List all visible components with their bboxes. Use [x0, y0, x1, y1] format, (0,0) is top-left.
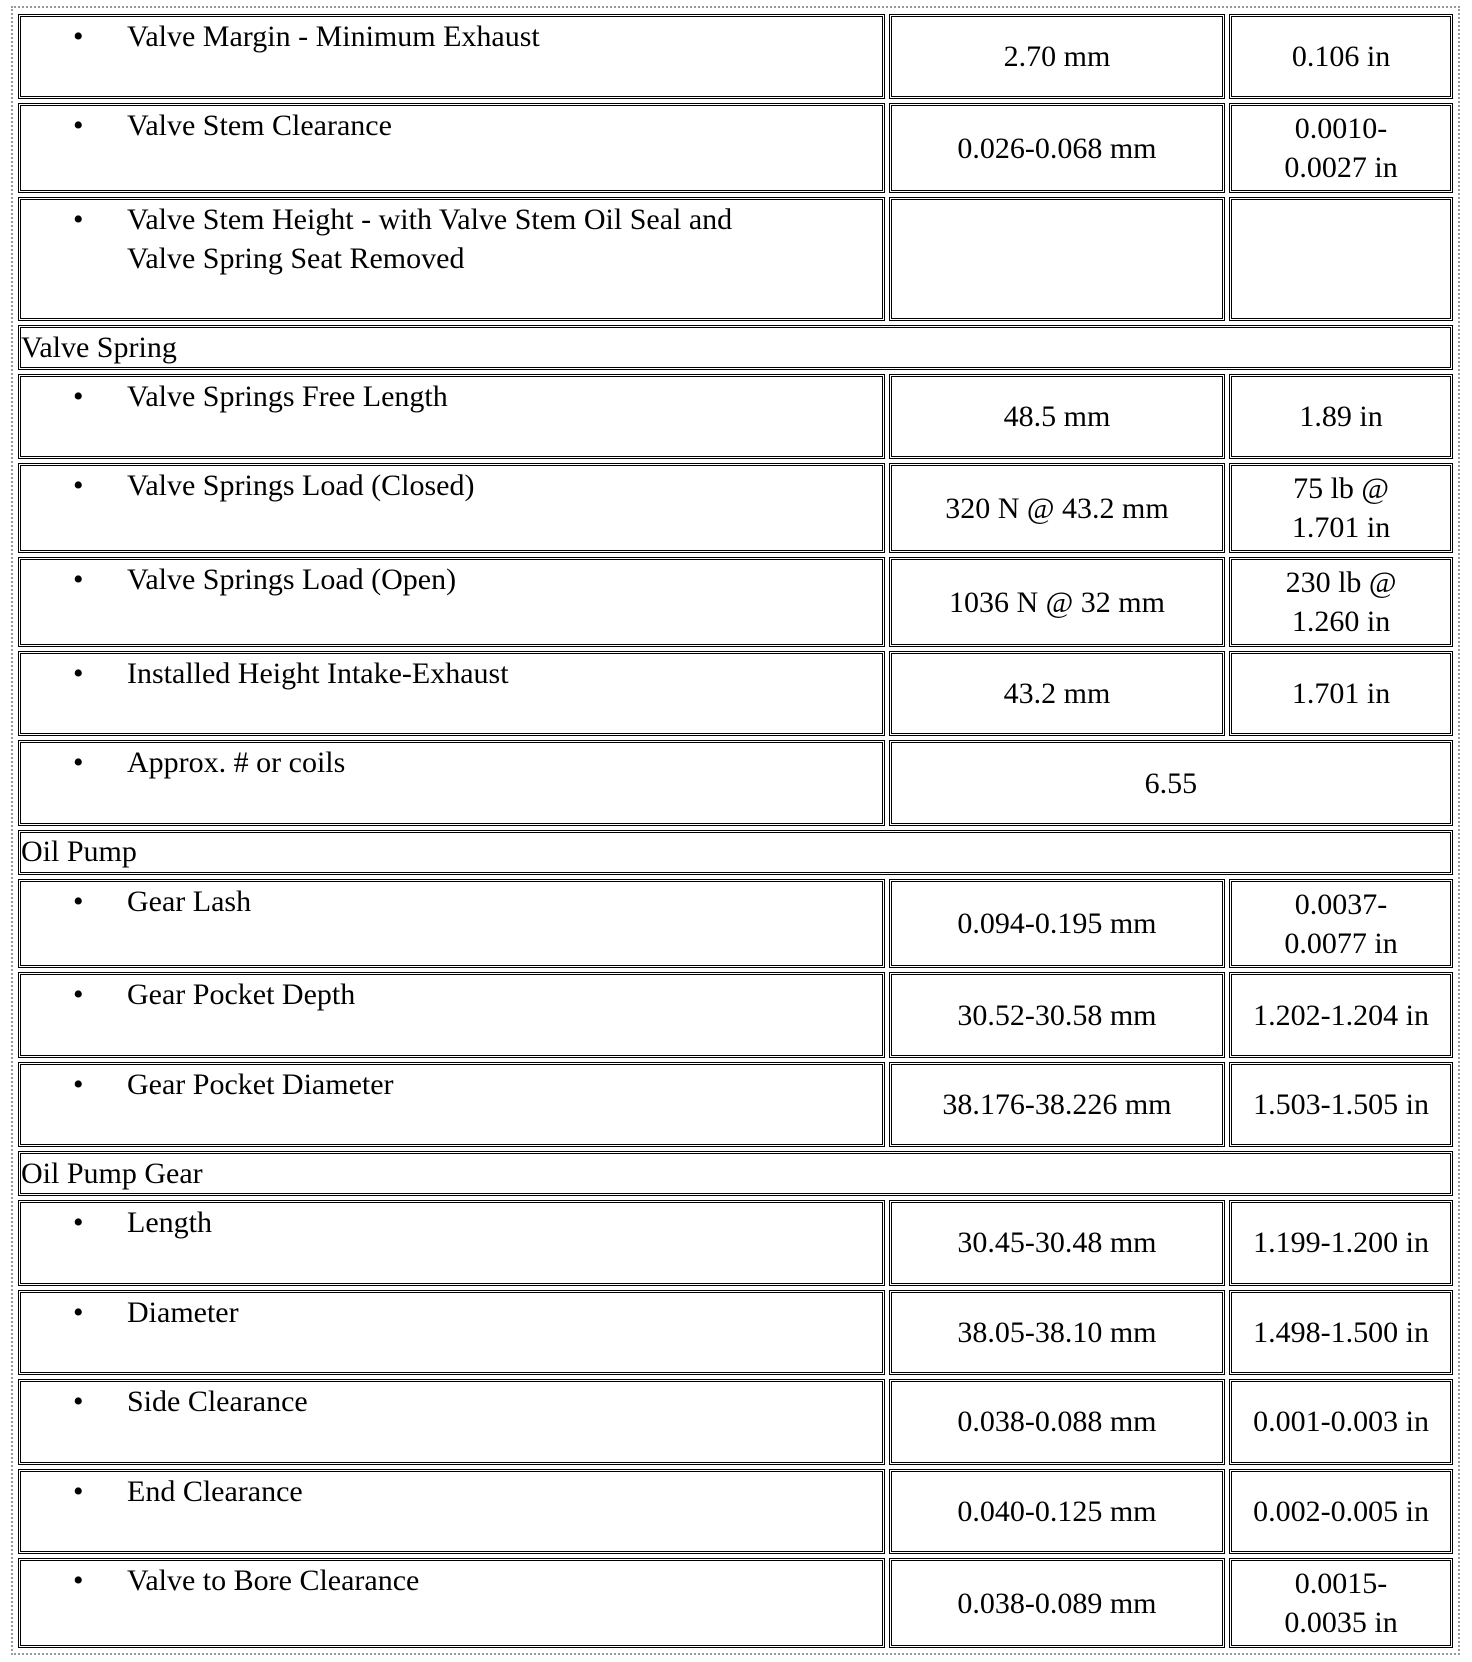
spec-label: End Clearance [127, 1474, 303, 1508]
spec-label: Valve to Bore Clearance [127, 1564, 420, 1598]
table-row [18, 1290, 1453, 1375]
spec-label: Valve Stem Height - with Valve Stem Oil Seal and Valve Spring Seat Removed [127, 203, 733, 276]
spec-label: Approx. # or coils [127, 746, 346, 780]
table-row [18, 972, 1453, 1057]
bullet-icon: • [73, 656, 84, 690]
spec-label: Valve Springs Load (Open) [127, 563, 457, 597]
table-row [18, 879, 1453, 969]
metric-value: 48.5 mm [889, 374, 1225, 459]
imperial-value: 230 lb @ 1.260 in [1229, 557, 1453, 647]
spec-label: Valve Margin - Minimum Exhaust [127, 20, 540, 53]
table-row [18, 557, 1453, 647]
spec-label-cell [18, 463, 885, 553]
section-title: Oil Pump [18, 830, 1453, 875]
metric-value: 320 N @ 43.2 mm [889, 463, 1225, 553]
bullet-icon: • [73, 1295, 84, 1329]
metric-value: 0.026-0.068 mm [889, 103, 1225, 193]
bullet-icon: • [73, 379, 84, 413]
table-row [18, 103, 1453, 193]
spec-label-cell [18, 1379, 885, 1464]
spec-label: Gear Pocket Diameter [127, 1067, 394, 1101]
imperial-value: 1.498-1.500 in [1229, 1290, 1453, 1375]
spec-label-cell [18, 374, 885, 459]
bullet-icon: • [73, 563, 84, 597]
spec-label-cell [18, 879, 885, 969]
table-row [18, 14, 1453, 99]
spec-label-cell [18, 651, 885, 736]
bullet-icon: • [73, 978, 84, 1012]
spec-label-cell [18, 972, 885, 1057]
section-title: Oil Pump Gear [18, 1151, 1453, 1196]
metric-value: 30.52-30.58 mm [889, 972, 1225, 1057]
spec-label: Gear Lash [127, 884, 252, 918]
table-row [18, 1200, 1453, 1285]
section-row [18, 1151, 1453, 1196]
bullet-icon: • [73, 20, 84, 53]
bullet-icon: • [73, 1564, 84, 1598]
bullet-icon: • [73, 1206, 84, 1240]
imperial-value: 1.503-1.505 in [1229, 1062, 1453, 1147]
metric-value: 38.05-38.10 mm [889, 1290, 1225, 1375]
spec-label: Valve Springs Load (Closed) [127, 469, 475, 503]
bullet-icon: • [73, 884, 84, 918]
spec-label: Installed Height Intake-Exhaust [127, 656, 509, 690]
imperial-value: 0.0010- 0.0027 in [1229, 103, 1453, 193]
imperial-value: 1.202-1.204 in [1229, 972, 1453, 1057]
table-row [18, 1379, 1453, 1464]
metric-value: 1036 N @ 32 mm [889, 557, 1225, 647]
bullet-icon: • [73, 203, 84, 237]
table-row [18, 463, 1453, 553]
metric-value: 0.038-0.088 mm [889, 1379, 1225, 1464]
metric-value: 0.094-0.195 mm [889, 879, 1225, 969]
table-row [18, 1062, 1453, 1147]
imperial-value: 0.106 in [1229, 14, 1453, 99]
table-row [18, 740, 1453, 825]
metric-value: 0.040-0.125 mm [889, 1469, 1225, 1554]
bullet-icon: • [73, 1385, 84, 1419]
table-row [18, 197, 1453, 321]
section-row [18, 325, 1453, 370]
table-row [18, 1558, 1453, 1648]
imperial-value: 1.89 in [1229, 374, 1453, 459]
metric-value: 0.038-0.089 mm [889, 1558, 1225, 1648]
spec-label: Valve Stem Clearance [127, 109, 392, 143]
spec-label: Length [127, 1206, 212, 1240]
metric-value: 2.70 mm [889, 14, 1225, 99]
metric-value [889, 197, 1225, 321]
spec-label-cell [18, 1290, 885, 1375]
imperial-value: 0.002-0.005 in [1229, 1469, 1453, 1554]
spec-label-cell [18, 103, 885, 193]
spec-label-cell [18, 1062, 885, 1147]
bullet-icon: • [73, 1067, 84, 1101]
metric-value: 30.45-30.48 mm [889, 1200, 1225, 1285]
table-row [18, 651, 1453, 736]
spec-label-cell [18, 1469, 885, 1554]
bullet-icon: • [73, 469, 84, 503]
spec-label: Side Clearance [127, 1385, 308, 1419]
spec-label-cell [18, 1558, 885, 1648]
spec-label: Gear Pocket Depth [127, 978, 356, 1012]
combined-value: 6.55 [889, 740, 1453, 825]
metric-value: 38.176-38.226 mm [889, 1062, 1225, 1147]
section-row [18, 830, 1453, 875]
section-title: Valve Spring [18, 325, 1453, 370]
imperial-value: 0.0037- 0.0077 in [1229, 879, 1453, 969]
bullet-icon: • [73, 1474, 84, 1508]
bullet-icon: • [73, 746, 84, 780]
imperial-value: 1.701 in [1229, 651, 1453, 736]
metric-value: 43.2 mm [889, 651, 1225, 736]
imperial-value: 1.199-1.200 in [1229, 1200, 1453, 1285]
table-row [18, 374, 1453, 459]
table-row [18, 1469, 1453, 1554]
spec-label-cell [18, 1200, 885, 1285]
imperial-value: 75 lb @ 1.701 in [1229, 463, 1453, 553]
spec-label-cell [18, 197, 885, 321]
spec-label-cell [18, 557, 885, 647]
imperial-value [1229, 197, 1453, 321]
specifications-table [14, 10, 1457, 1652]
spec-label-cell [18, 14, 885, 99]
spec-label-cell [18, 740, 885, 825]
imperial-value: 0.0015- 0.0035 in [1229, 1558, 1453, 1648]
spec-label: Valve Springs Free Length [127, 379, 448, 413]
imperial-value: 0.001-0.003 in [1229, 1379, 1453, 1464]
spec-label: Diameter [127, 1295, 239, 1329]
bullet-icon: • [73, 109, 84, 143]
